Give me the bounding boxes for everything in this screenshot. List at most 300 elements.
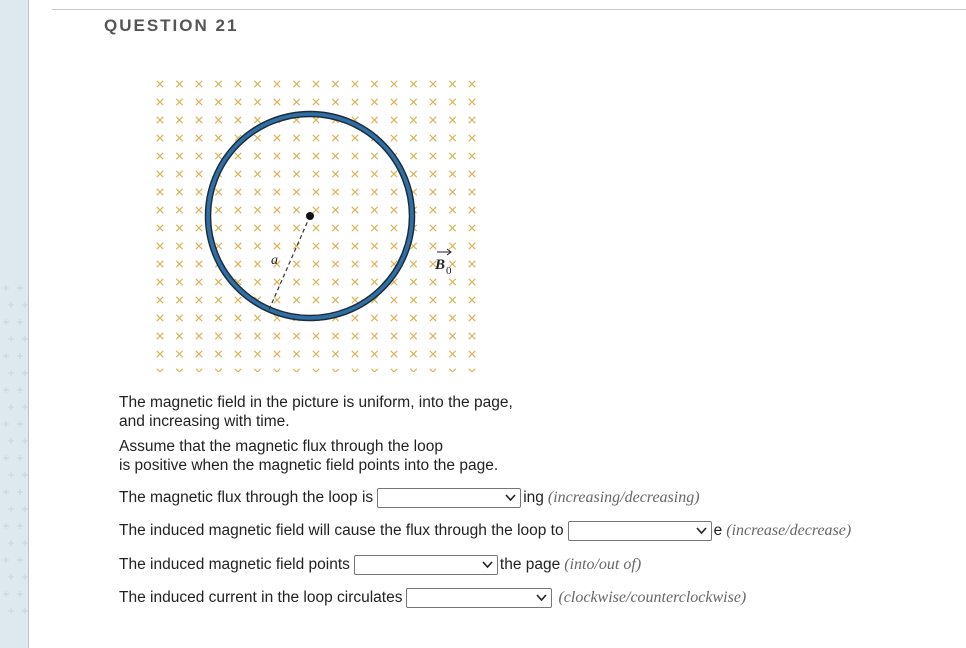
field-cross <box>293 261 299 267</box>
field-cross <box>293 189 299 195</box>
field-cross <box>449 117 455 123</box>
row-prefix: The induced current in the loop circulates <box>119 589 403 606</box>
field-cross <box>235 207 241 213</box>
field-cross <box>157 207 163 213</box>
field-cross <box>293 243 299 249</box>
field-cross <box>391 189 397 195</box>
field-cross <box>215 369 221 372</box>
field-cross <box>157 261 163 267</box>
row-hint: (into/out of) <box>564 556 642 573</box>
field-cross <box>235 99 241 105</box>
field-cross <box>410 351 416 357</box>
rail-plus <box>22 506 28 512</box>
field-cross <box>352 99 358 105</box>
field-cross <box>352 153 358 159</box>
field-cross <box>469 117 475 123</box>
field-cross <box>157 81 163 87</box>
field-cross <box>469 297 475 303</box>
field-crosses <box>157 81 475 372</box>
field-cross <box>332 333 338 339</box>
field-cross <box>391 225 397 231</box>
field-cross <box>196 117 202 123</box>
field-cross <box>410 261 416 267</box>
field-cross <box>430 189 436 195</box>
field-cross <box>235 315 241 321</box>
field-cross <box>157 117 163 123</box>
field-cross <box>371 351 377 357</box>
field-cross <box>274 369 280 372</box>
field-cross <box>449 99 455 105</box>
field-cross <box>254 351 260 357</box>
rail-plus <box>22 438 28 444</box>
field-cross <box>391 99 397 105</box>
induced-direction-select[interactable] <box>354 555 498 575</box>
field-cross <box>430 333 436 339</box>
rail-plus <box>8 438 14 444</box>
field-cross <box>371 243 377 249</box>
field-cross <box>469 243 475 249</box>
field-cross <box>274 153 280 159</box>
field-cross <box>469 333 475 339</box>
rail-plus <box>17 557 23 563</box>
field-cross <box>469 171 475 177</box>
rail-plus <box>22 404 28 410</box>
field-cross <box>391 243 397 249</box>
field-cross <box>176 243 182 249</box>
field-cross <box>196 81 202 87</box>
rail-plus <box>17 455 23 461</box>
field-cross <box>254 279 260 285</box>
field-cross <box>430 279 436 285</box>
field-cross <box>313 225 319 231</box>
field-cross <box>352 135 358 141</box>
rail-plus <box>17 285 23 291</box>
field-cross <box>371 261 377 267</box>
field-cross <box>410 135 416 141</box>
question-row-flux <box>119 487 700 509</box>
field-cross <box>293 171 299 177</box>
field-cross <box>274 297 280 303</box>
field-cross <box>254 243 260 249</box>
field-cross <box>313 189 319 195</box>
field-cross <box>176 99 182 105</box>
question-row-induced-effect <box>119 520 851 542</box>
field-cross <box>176 225 182 231</box>
field-cross <box>157 333 163 339</box>
field-cross <box>371 225 377 231</box>
field-cross <box>391 315 397 321</box>
field-cross <box>430 297 436 303</box>
field-cross <box>469 279 475 285</box>
rail-plus-pattern <box>0 280 28 620</box>
field-cross <box>410 279 416 285</box>
rail-plus <box>8 302 14 308</box>
field-cross <box>274 81 280 87</box>
field-cross <box>235 117 241 123</box>
field-cross <box>352 225 358 231</box>
field-cross <box>391 207 397 213</box>
field-cross <box>254 153 260 159</box>
rail-plus <box>8 336 14 342</box>
field-cross <box>371 81 377 87</box>
field-cross <box>157 99 163 105</box>
field-cross <box>469 315 475 321</box>
field-cross <box>196 315 202 321</box>
field-cross <box>352 333 358 339</box>
field-cross <box>176 171 182 177</box>
field-cross <box>430 135 436 141</box>
rail-plus <box>22 574 28 580</box>
field-cross <box>313 351 319 357</box>
field-cross <box>157 225 163 231</box>
field-cross <box>215 279 221 285</box>
radius-label: a <box>271 253 278 268</box>
rail-plus <box>17 489 23 495</box>
rail-plus <box>22 608 28 614</box>
field-cross <box>410 81 416 87</box>
field-cross <box>410 153 416 159</box>
field-cross <box>391 369 397 372</box>
field-cross <box>352 297 358 303</box>
induced-effect-select[interactable] <box>568 521 712 541</box>
field-cross <box>215 99 221 105</box>
rail-plus <box>3 421 9 427</box>
field-cross <box>469 207 475 213</box>
intro-line-1: The magnetic field in the picture is uniform, into the page, <box>119 394 513 411</box>
field-cross <box>469 225 475 231</box>
field-cross <box>293 369 299 372</box>
row-prefix: The induced magnetic field points <box>119 556 350 573</box>
field-cross <box>215 297 221 303</box>
field-cross <box>352 369 358 372</box>
field-cross <box>449 81 455 87</box>
chevron-down-icon <box>505 494 516 502</box>
field-cross <box>274 189 280 195</box>
rail-plus <box>17 353 23 359</box>
field-cross <box>430 81 436 87</box>
field-cross <box>176 297 182 303</box>
rail-plus <box>3 353 9 359</box>
field-cross <box>449 189 455 195</box>
field-cross <box>371 171 377 177</box>
field-cross <box>254 369 260 372</box>
intro-line-2: and increasing with time. <box>119 413 290 430</box>
field-cross <box>332 243 338 249</box>
field-cross <box>371 189 377 195</box>
field-cross <box>449 279 455 285</box>
field-cross <box>313 81 319 87</box>
rail-plus <box>8 540 14 546</box>
field-cross <box>313 135 319 141</box>
rail-plus <box>3 455 9 461</box>
chevron-down-icon <box>696 527 707 535</box>
field-cross <box>176 261 182 267</box>
field-cross <box>176 135 182 141</box>
field-cross <box>196 189 202 195</box>
rail-plus <box>3 489 9 495</box>
field-cross <box>235 81 241 87</box>
field-cross <box>371 117 377 123</box>
field-cross <box>196 135 202 141</box>
field-cross <box>371 153 377 159</box>
field-cross <box>469 261 475 267</box>
field-cross <box>332 207 338 213</box>
field-cross <box>274 279 280 285</box>
field-cross <box>332 297 338 303</box>
field-cross <box>332 81 338 87</box>
field-cross <box>235 351 241 357</box>
field-cross <box>469 81 475 87</box>
field-cross <box>274 171 280 177</box>
field-cross <box>293 297 299 303</box>
field-cross <box>196 243 202 249</box>
field-cross <box>371 279 377 285</box>
field-cross <box>313 207 319 213</box>
field-cross <box>332 351 338 357</box>
field-cross <box>176 153 182 159</box>
field-cross <box>215 117 221 123</box>
field-cross <box>157 279 163 285</box>
field-cross <box>215 207 221 213</box>
field-cross <box>430 117 436 123</box>
field-cross <box>293 135 299 141</box>
field-cross <box>196 99 202 105</box>
field-cross <box>176 369 182 372</box>
intro-line-4: is positive when the magnetic field points into the page. <box>119 457 499 474</box>
field-cross <box>215 135 221 141</box>
field-cross <box>176 207 182 213</box>
field-cross <box>313 153 319 159</box>
field-cross <box>352 315 358 321</box>
current-direction-select[interactable] <box>406 588 552 608</box>
field-cross <box>274 225 280 231</box>
field-cross <box>313 261 319 267</box>
field-cross <box>469 189 475 195</box>
field-cross <box>352 81 358 87</box>
field-cross <box>196 225 202 231</box>
field-cross <box>274 99 280 105</box>
field-cross <box>410 297 416 303</box>
field-cross <box>196 333 202 339</box>
field-cross <box>157 297 163 303</box>
field-cross <box>449 351 455 357</box>
field-cross <box>430 315 436 321</box>
field-cross <box>293 333 299 339</box>
field-cross <box>449 297 455 303</box>
rail-plus <box>17 523 23 529</box>
field-cross <box>176 333 182 339</box>
field-cross <box>449 333 455 339</box>
question-row-current <box>119 587 746 609</box>
field-cross <box>215 225 221 231</box>
field-cross <box>215 315 221 321</box>
field-cross <box>332 99 338 105</box>
field-cross <box>449 135 455 141</box>
field-cross <box>157 369 163 372</box>
field-cross <box>235 171 241 177</box>
field-cross <box>254 99 260 105</box>
field-cross <box>196 153 202 159</box>
field-cross <box>313 297 319 303</box>
field-cross <box>254 135 260 141</box>
field-cross <box>196 369 202 372</box>
field-cross <box>430 153 436 159</box>
field-cross <box>430 171 436 177</box>
field-cross <box>371 99 377 105</box>
field-cross <box>391 117 397 123</box>
rail-plus <box>3 557 9 563</box>
field-cross <box>235 333 241 339</box>
field-cross <box>157 315 163 321</box>
field-cross <box>332 135 338 141</box>
field-cross <box>410 99 416 105</box>
field-cross <box>196 351 202 357</box>
row-hint: (clockwise/counterclockwise) <box>558 589 747 606</box>
rail-plus <box>8 506 14 512</box>
field-cross <box>352 189 358 195</box>
rail-plus <box>17 387 23 393</box>
field-cross <box>215 81 221 87</box>
field-cross <box>332 369 338 372</box>
field-cross <box>176 279 182 285</box>
field-cross <box>176 81 182 87</box>
field-cross <box>371 333 377 339</box>
field-cross <box>410 171 416 177</box>
rail-plus <box>8 608 14 614</box>
field-cross <box>449 243 455 249</box>
left-rail <box>0 0 29 648</box>
field-cross <box>157 189 163 195</box>
field-cross <box>176 117 182 123</box>
row-suffix: ing <box>523 489 544 506</box>
field-cross <box>430 369 436 372</box>
field-cross <box>293 279 299 285</box>
field-cross <box>196 261 202 267</box>
row-hint: (increasing/decreasing) <box>547 489 700 506</box>
field-cross <box>235 189 241 195</box>
field-cross <box>235 369 241 372</box>
field-cross <box>449 171 455 177</box>
field-cross <box>469 153 475 159</box>
field-cross <box>332 189 338 195</box>
field-cross <box>449 153 455 159</box>
rail-plus <box>8 404 14 410</box>
field-cross <box>254 225 260 231</box>
field-cross <box>274 135 280 141</box>
field-cross <box>449 225 455 231</box>
loop-center <box>306 212 314 220</box>
rail-plus <box>22 370 28 376</box>
row-prefix: The induced magnetic field will cause the flux through the loop to <box>119 522 564 539</box>
field-cross <box>293 351 299 357</box>
field-cross <box>332 225 338 231</box>
rail-plus <box>3 523 9 529</box>
row-prefix: The magnetic flux through the loop is <box>119 489 374 506</box>
intro-line-3: Assume that the magnetic flux through the loop <box>119 438 443 455</box>
field-cross <box>352 243 358 249</box>
field-cross <box>313 117 319 123</box>
field-cross <box>391 351 397 357</box>
field-cross <box>157 351 163 357</box>
field-cross <box>410 333 416 339</box>
field-cross <box>313 243 319 249</box>
field-cross <box>371 369 377 372</box>
magnetic-field-figure <box>150 76 490 372</box>
field-cross <box>332 153 338 159</box>
flux-trend-select[interactable] <box>377 488 521 508</box>
field-cross <box>391 297 397 303</box>
rail-plus <box>22 540 28 546</box>
field-cross <box>274 207 280 213</box>
field-cross <box>332 261 338 267</box>
field-cross <box>352 207 358 213</box>
rail-plus <box>8 472 14 478</box>
field-cross <box>449 369 455 372</box>
field-cross <box>410 315 416 321</box>
field-cross <box>215 189 221 195</box>
field-cross <box>391 81 397 87</box>
field-cross <box>254 333 260 339</box>
field-cross <box>352 171 358 177</box>
field-cross <box>313 333 319 339</box>
question-row-induced-direction <box>119 554 641 576</box>
field-cross <box>254 81 260 87</box>
field-cross <box>196 279 202 285</box>
field-cross <box>391 171 397 177</box>
field-cross <box>430 243 436 249</box>
field-cross <box>352 351 358 357</box>
field-cross <box>293 225 299 231</box>
field-cross <box>235 261 241 267</box>
field-cross <box>469 99 475 105</box>
field-cross <box>254 189 260 195</box>
field-cross <box>430 99 436 105</box>
row-suffix: e <box>713 522 723 539</box>
field-cross <box>196 297 202 303</box>
field-cross <box>313 279 319 285</box>
rail-plus <box>3 387 9 393</box>
field-cross <box>157 153 163 159</box>
field-cross <box>254 171 260 177</box>
field-cross <box>293 99 299 105</box>
field-cross <box>293 81 299 87</box>
field-cross <box>176 189 182 195</box>
question-title: QUESTION 21 <box>104 16 239 35</box>
rail-plus <box>3 591 9 597</box>
top-divider <box>52 9 966 10</box>
field-cross <box>157 243 163 249</box>
field-cross <box>254 117 260 123</box>
field-cross <box>371 315 377 321</box>
field-cross <box>391 333 397 339</box>
field-subscript: 0 <box>446 265 452 277</box>
rail-plus <box>8 574 14 580</box>
field-cross <box>293 153 299 159</box>
field-cross <box>332 171 338 177</box>
rail-plus <box>17 591 23 597</box>
field-cross <box>430 351 436 357</box>
field-cross <box>196 207 202 213</box>
field-cross <box>313 99 319 105</box>
field-cross <box>274 351 280 357</box>
field-cross <box>215 351 221 357</box>
field-cross <box>313 369 319 372</box>
rail-plus <box>3 285 9 291</box>
row-hint: (increase/decrease) <box>726 522 852 539</box>
rail-plus <box>22 336 28 342</box>
field-cross <box>449 315 455 321</box>
field-cross <box>254 261 260 267</box>
